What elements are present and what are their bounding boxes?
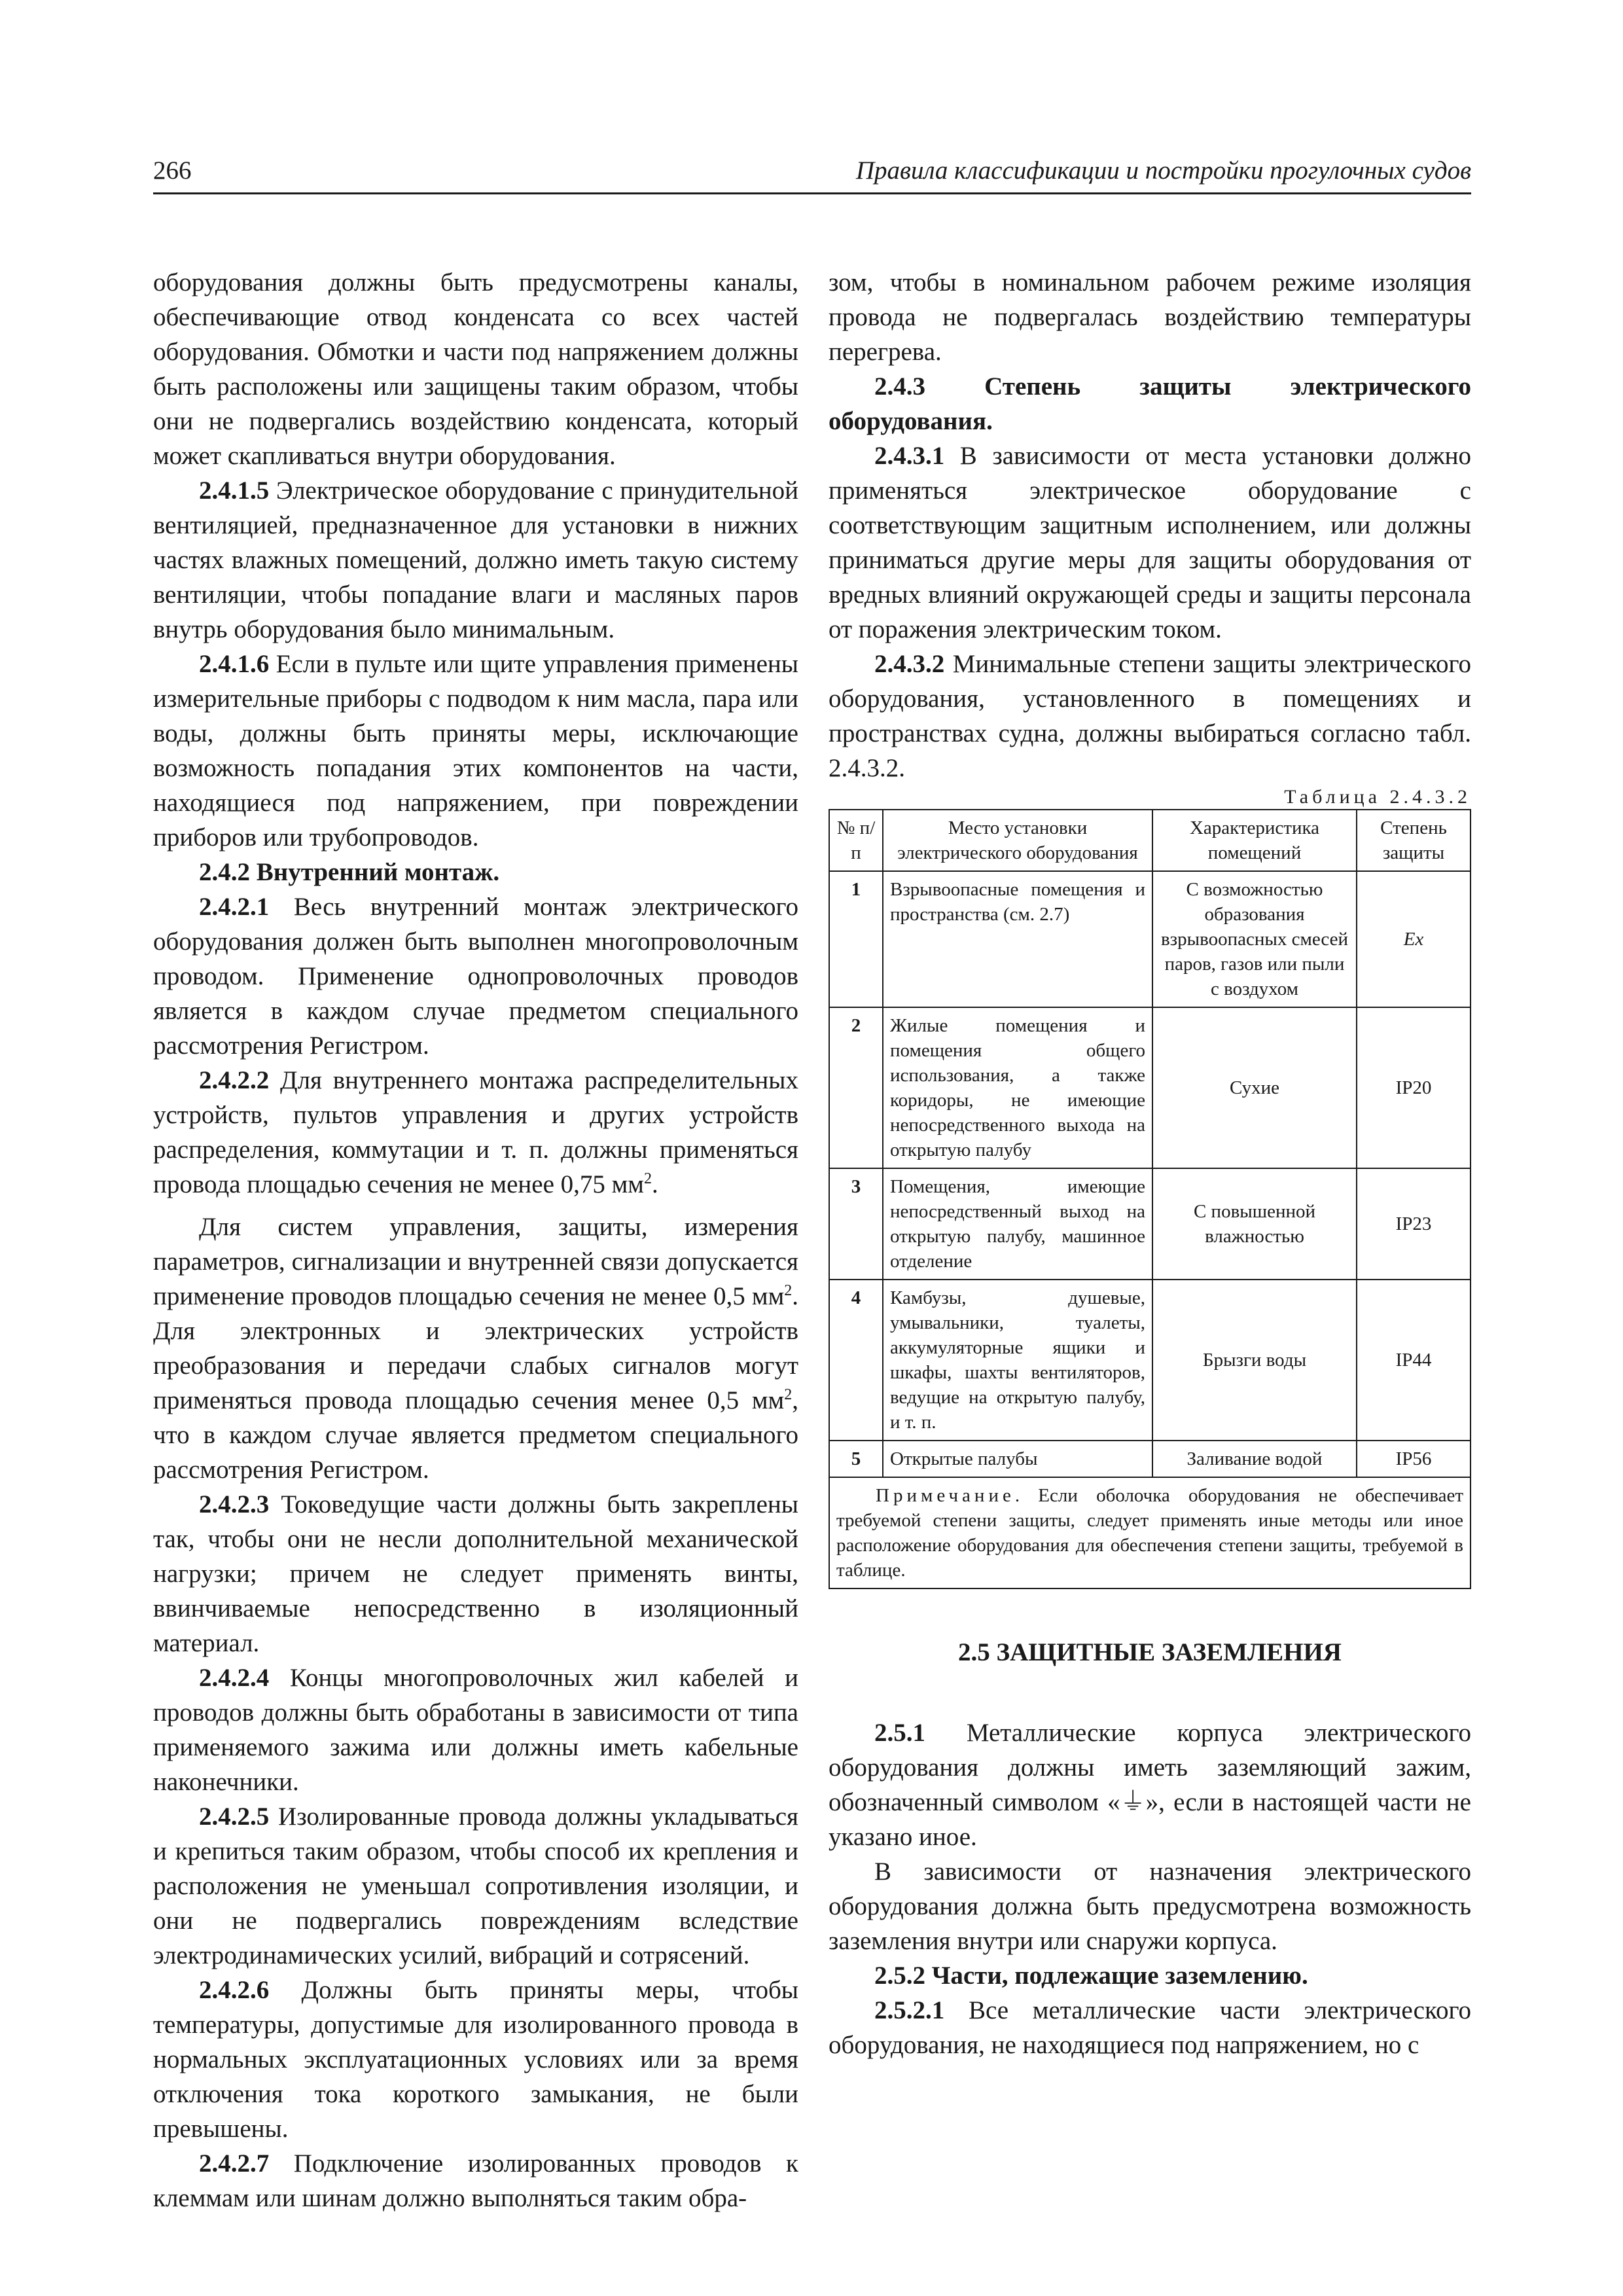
clause-number: 2.4.2.3 [199, 1490, 270, 1518]
table-row [829, 1280, 1471, 1441]
clause-text: Подключение изолированных проводов к клеммам или шинам должно выполняться таким обра- [153, 2149, 798, 2212]
paragraph [153, 1210, 798, 1487]
running-title: Правила классификации и постройки прогулочных судов [855, 156, 1471, 185]
protection-degree: IP23 [1357, 1168, 1471, 1280]
subsection-heading [153, 855, 798, 889]
clause-number: 2.4.2.6 [199, 1976, 270, 2004]
table-row [829, 871, 1471, 1007]
installation-place: Камбузы, душевые, умывальники, туалеты, аккумуляторные ящики и шкафы, шахты вентиляторов, ведущие на открытую палубу, и т. п. [883, 1280, 1152, 1441]
clause-number: 2.4.2.7 [199, 2149, 270, 2178]
clause-text: Изолированные провода должны укладываться и крепиться таким образом, чтобы способ их крепления и расположения не уменьшал сопротивления изоляции, и они не подвергались повреждениям вследствие электродинамических усилий, вибраций и сотрясений. [153, 1803, 798, 1969]
clause-text: В зависимости от места установки должно применяться электрическое оборудование с соответствующим защитным исполнением, или должны приниматься другие меры для защиты оборудования от вредных влияний окружающей среды и защиты персонала от поражения электрическим током. [829, 442, 1471, 643]
paragraph: оборудования должны быть предусмотрены каналы, обеспечивающие отвод конденсата со всех частей оборудования. Обмотки и части под напряжением должны быть расположены или защищены таким образом, чтобы они не подвергались воздействию конденсата, который может скапливаться внутри оборудования. [153, 268, 798, 470]
clause-text: Для внутреннего монтажа распределительных устройств, пультов управления и других устройств распределения, коммутации и т. п. должны применяться провода площадью сечения не менее 0,75 мм [153, 1066, 798, 1198]
installation-place: Открытые палубы [883, 1441, 1152, 1477]
clause-number: 2.5.1 [874, 1719, 925, 1747]
note-text: . Если оболочка оборудования не обеспечивает требуемой степени защиты, следует применять иные методы или иное расположение оборудования для обеспечения степени защиты, требуемой в таблице. [836, 1485, 1463, 1581]
clause-text: Весь внутренний монтаж электрического оборудования должен быть выполнен многопроволочным проводом. Применение однопроволочных проводов является в каждом случае предметом специального рассмотрения Регистром. [153, 893, 798, 1060]
paragraph [829, 1715, 1471, 1854]
page-number: 266 [153, 156, 192, 185]
room-characteristic: Брызги воды [1152, 1280, 1357, 1441]
room-characteristic: С повышенной влажностью [1152, 1168, 1357, 1280]
room-characteristic: Заливание водой [1152, 1441, 1357, 1477]
clause-number: 2.4.1.5 [199, 476, 270, 505]
clause-text: Если в пульте или щите управления применены измерительные приборы с подводом к ним масла, пара или воды, должны быть приняты меры, исключающие возможность попадания этих компонентов на части, находящиеся под напряжением, при повреждении приборов или трубопроводов. [153, 650, 798, 852]
room-characteristic: Сухие [1152, 1007, 1357, 1168]
section-title: 2.5 ЗАЩИТНЫЕ ЗАЗЕМЛЕНИЯ [958, 1638, 1342, 1666]
clause-text: Минимальные степени защиты электрического оборудования, установленного в помещениях и пространствах судна, должны выбираться согласно табл. 2.4.3.2. [829, 650, 1471, 782]
header-rule [153, 192, 1471, 194]
left-column [153, 265, 798, 2215]
paragraph [829, 647, 1471, 785]
clause-number: 2.4.2.2 [199, 1066, 270, 1094]
row-number: 2 [829, 1007, 883, 1168]
installation-place: Взрывоопасные помещения и пространства (см. 2.7) [883, 871, 1152, 1007]
header-cell: Характеристика помещений [1152, 810, 1357, 871]
table-note-row [829, 1477, 1471, 1588]
room-characteristic: С возможностью образования взрывоопасных смесей паров, газов или пыли с воздухом [1152, 871, 1357, 1007]
paragraph-text: , что в каждом случае является предметом специального рассмотрения Регистром. [153, 1386, 798, 1484]
heading-text: 2.5.2 Части, подлежащие заземлению. [874, 1962, 1308, 1990]
row-number: 1 [829, 871, 883, 1007]
clause-number: 2.4.1.6 [199, 650, 270, 678]
table-header-row [829, 810, 1471, 871]
paragraph [153, 1487, 798, 1660]
table-row [829, 1007, 1471, 1168]
paragraph-text: Для систем управления, защиты, измерения параметров, сигнализации и внутренней связи допускается применение проводов площадью сечения не менее 0,5 мм [153, 1213, 798, 1310]
installation-place: Помещения, имеющие непосредственный выход на открытую палубу, машинное отделение [883, 1168, 1152, 1280]
header-cell: № п/п [829, 810, 883, 871]
clause-text: Все металлические части электрического оборудования, не находящиеся под напряжением, но с [829, 1996, 1471, 2059]
clause-number: 2.4.2.4 [199, 1664, 270, 1692]
row-number: 3 [829, 1168, 883, 1280]
superscript: 2 [784, 1282, 793, 1299]
protection-degree: Ex [1357, 871, 1471, 1007]
table-note [829, 1477, 1471, 1588]
clause-number: 2.4.2.5 [199, 1803, 270, 1831]
protection-degree: IP20 [1357, 1007, 1471, 1168]
row-number: 4 [829, 1280, 883, 1441]
clause-text: Концы многопроволочных жил кабелей и проводов должны быть обработаны в зависимости от типа применяемого зажима или должны иметь кабельные наконечники. [153, 1664, 798, 1796]
subsection-heading [829, 1958, 1471, 1993]
table-row [829, 1168, 1471, 1280]
paragraph [153, 1799, 798, 1973]
protection-degree: IP44 [1357, 1280, 1471, 1441]
paragraph: зом, чтобы в номинальном рабочем режиме изоляция провода не подвергалась воздействию температуры перегрева. [829, 268, 1471, 366]
paragraph: В зависимости от назначения электрического оборудования должна быть предусмотрена возможность заземления внутри или снаружи корпуса. [829, 1857, 1471, 1955]
clause-number: 2.4.2.1 [199, 893, 270, 921]
subsection-heading [829, 369, 1471, 439]
paragraph-text: . Для электронных и электрических устройств преобразования и передачи слабых сигналов могут применяться провода площадью сечения менее 0,5 мм [153, 1282, 798, 1414]
table-row [829, 1441, 1471, 1477]
clause-number: 2.4.3.2 [874, 650, 945, 678]
paragraph [153, 473, 798, 647]
clause-text: Токоведущие части должны быть закреплены так, чтобы они не несли дополнительной механической нагрузки; причем не следует применять винты, ввинчиваемые непосредственно в изоляционный материал. [153, 1490, 798, 1657]
superscript: 2 [784, 1386, 793, 1403]
paragraph [153, 889, 798, 1063]
clause-text-end: . [652, 1170, 658, 1198]
header-cell: Место установки электрического оборудования [883, 810, 1152, 871]
paragraph [153, 1973, 798, 2146]
header-cell: Степень защиты [1357, 810, 1471, 871]
clause-number: 2.5.2.1 [874, 1996, 945, 2024]
paragraph [829, 1993, 1471, 2062]
superscript: 2 [644, 1170, 652, 1187]
row-number: 5 [829, 1441, 883, 1477]
protection-degree: IP56 [1357, 1441, 1471, 1477]
clause-text: Должны быть приняты меры, чтобы температуры, допустимые для изолированного провода в нормальных эксплуатационных условиях или за время отключения тока короткого замыкания, не были превышены. [153, 1976, 798, 2143]
heading-text: 2.4.2 Внутренний монтаж. [199, 858, 500, 886]
table-caption: Таблица 2.4.3.2 [1284, 786, 1471, 808]
paragraph [153, 1063, 798, 1202]
paragraph [153, 2146, 798, 2215]
paragraph [829, 439, 1471, 647]
note-label: Примечание [876, 1485, 1015, 1506]
right-column [829, 265, 1471, 2062]
clause-text: Металлические корпуса электрического оборудования должны иметь заземляющий зажим, обозначенный символом «⏚», если в настоящей части не указано иное. [829, 1719, 1471, 1851]
clause-text: Электрическое оборудование с принудительной вентиляцией, предназначенное для установки в нижних частях влажных помещений, должно иметь такую систему вентиляции, чтобы попадание влаги и масляных паров внутрь оборудования было минимальным. [153, 476, 798, 643]
heading-text: 2.4.3 Степень защиты электрического оборудования. [829, 372, 1471, 435]
paragraph [153, 1660, 798, 1799]
installation-place: Жилые помещения и помещения общего использования, а также коридоры, не имеющие непосредственного выхода на открытую палубу [883, 1007, 1152, 1168]
paragraph [153, 647, 798, 855]
protection-table [829, 809, 1471, 1589]
clause-number: 2.4.3.1 [874, 442, 945, 470]
